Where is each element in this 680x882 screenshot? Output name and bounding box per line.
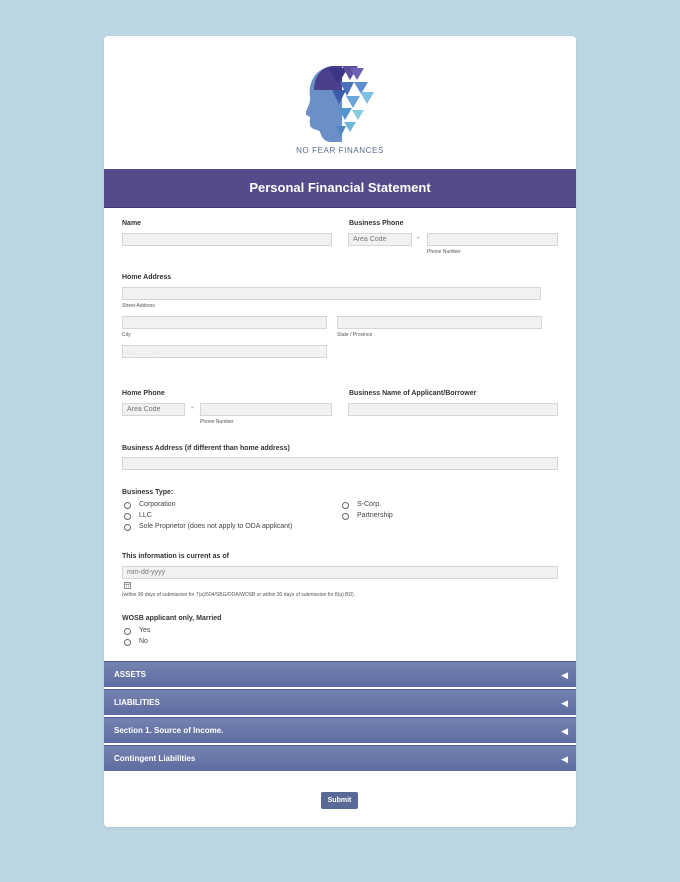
form-title: Personal Financial Statement [104, 169, 576, 208]
option-sole-proprietor: Sole Proprietor (does not apply to ODA applicant) [139, 523, 293, 530]
street-address-sublabel: Street Address [122, 303, 155, 309]
wosb-label: WOSB applicant only, Married [122, 615, 222, 622]
section-liabilities[interactable] [104, 689, 576, 715]
home-phone-area-input[interactable] [122, 403, 185, 416]
city-sublabel: City [122, 332, 131, 338]
brand-name: NO FEAR FINANCES [296, 146, 384, 155]
collapse-arrow-icon: ◀ [561, 698, 568, 708]
home-phone-label: Home Phone [122, 390, 165, 397]
home-phone-number-input[interactable] [200, 403, 332, 416]
radio-llc[interactable] [124, 513, 131, 520]
option-partnership: Partnership [357, 512, 393, 519]
radio-yes[interactable] [124, 628, 131, 635]
home-phone-number-sublabel: Phone Number [200, 419, 234, 425]
business-address-input[interactable] [122, 457, 558, 470]
option-llc: LLC [139, 512, 152, 519]
business-phone-number-input[interactable] [427, 233, 558, 246]
business-phone-area-input[interactable] [348, 233, 412, 246]
section-contingent-liabilities-label: Contingent Liabilities [114, 754, 196, 763]
collapse-arrow-icon: ◀ [561, 754, 568, 764]
business-type-label: Business Type: [122, 489, 174, 496]
business-phone-number-sublabel: Phone Number [427, 249, 461, 255]
radio-sole-proprietor[interactable] [124, 524, 131, 531]
form-card [104, 36, 576, 827]
no-fear-finances-logo [302, 62, 378, 152]
option-corporation: Corporation [139, 501, 176, 508]
postal-input[interactable] [122, 345, 327, 358]
section-source-of-income-label: Section 1. Source of Income. [114, 726, 224, 735]
business-name-input[interactable] [348, 403, 558, 416]
current-as-of-label: This information is current as of [122, 553, 229, 560]
option-s-corp: S-Corp. [357, 501, 382, 508]
phone-dash: - [191, 403, 194, 412]
radio-no[interactable] [124, 639, 131, 646]
collapse-arrow-icon: ◀ [561, 670, 568, 680]
date-note: (within 90 days of submission for 7(a)/504/SBG/ODA/WOSB or within 30 days of submission for 8(a) BD) [122, 592, 354, 598]
business-name-label: Business Name of Applicant/Borrower [349, 390, 477, 397]
state-input[interactable] [337, 316, 542, 329]
name-input[interactable] [122, 233, 332, 246]
street-address-input[interactable] [122, 287, 541, 300]
radio-partnership[interactable] [342, 513, 349, 520]
calendar-icon[interactable] [124, 582, 131, 589]
phone-dash: - [417, 233, 420, 242]
name-label: Name [122, 220, 142, 227]
date-input[interactable] [122, 566, 558, 579]
radio-corporation[interactable] [124, 502, 131, 509]
city-input[interactable] [122, 316, 327, 329]
section-source-of-income[interactable] [104, 717, 576, 743]
radio-s-corp[interactable] [342, 502, 349, 509]
home-address-label: Home Address [122, 274, 172, 281]
section-assets-label: ASSETS [114, 670, 147, 679]
business-address-label: Business Address (if different than home address) [122, 445, 290, 452]
business-phone-label: Business Phone [349, 220, 404, 227]
section-liabilities-label: LIABILITIES [114, 698, 160, 707]
collapse-arrow-icon: ◀ [561, 726, 568, 736]
section-assets[interactable] [104, 661, 576, 687]
section-contingent-liabilities[interactable] [104, 745, 576, 771]
option-no: No [139, 638, 148, 645]
state-sublabel: State / Province [337, 332, 373, 338]
option-yes: Yes [139, 627, 151, 634]
submit-button[interactable]: Submit [321, 792, 358, 809]
